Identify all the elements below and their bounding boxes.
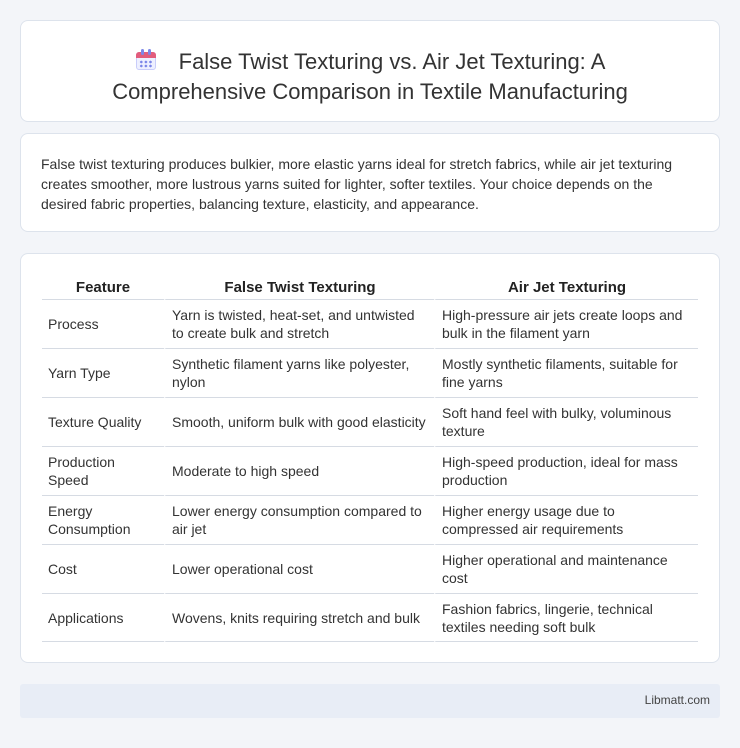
air-jet-cell: Higher energy usage due to compressed air requirements [434, 495, 698, 544]
false-twist-cell: Lower operational cost [164, 544, 434, 593]
false-twist-cell: Smooth, uniform bulk with good elasticity [164, 397, 434, 446]
title-line-1: False Twist Texturing vs. Air Jet Texturing: A [178, 49, 606, 74]
table-row [42, 397, 698, 446]
feature-cell: Process [42, 299, 164, 348]
false-twist-cell: Moderate to high speed [164, 446, 434, 495]
footer-site-link[interactable]: Libmatt.com [644, 693, 710, 707]
air-jet-cell: Mostly synthetic filaments, suitable for fine yarns [434, 348, 698, 397]
summary-text: False twist texturing produces bulkier, more elastic yarns ideal for stretch fabrics, while air jet texturing creates smoother, more lustrous yarns suited for lighter, softer textiles. Your choice depends on the desired fabric properties, balancing texture, elasticity, and appearance. [41, 156, 673, 212]
false-twist-cell: Wovens, knits requiring stretch and bulk [164, 593, 434, 642]
header-air-jet: Air Jet Texturing [434, 275, 698, 299]
table-row [42, 348, 698, 397]
air-jet-cell: Soft hand feel with bulky, voluminous texture [434, 397, 698, 446]
air-jet-cell: High-speed production, ideal for mass production [434, 446, 698, 495]
table-header-row [42, 275, 698, 299]
air-jet-cell: Higher operational and maintenance cost [434, 544, 698, 593]
summary-card [20, 133, 720, 232]
title-line-2: Comprehensive Comparison in Textile Manufacturing [112, 79, 628, 104]
false-twist-cell: Synthetic filament yarns like polyester, nylon [164, 348, 434, 397]
false-twist-cell: Yarn is twisted, heat-set, and untwisted to create bulk and stretch [164, 299, 434, 348]
air-jet-cell: High-pressure air jets create loops and bulk in the filament yarn [434, 299, 698, 348]
footer-bar [20, 684, 720, 718]
title-card [20, 20, 720, 122]
comparison-table [42, 275, 698, 642]
air-jet-cell: Fashion fabrics, lingerie, technical textiles needing soft bulk [434, 593, 698, 642]
table-row [42, 495, 698, 544]
table-row [42, 299, 698, 348]
feature-cell: Applications [42, 593, 164, 642]
table-row [42, 593, 698, 642]
calendar-icon [135, 49, 157, 71]
feature-cell: Production Speed [42, 446, 164, 495]
header-false-twist: False Twist Texturing [164, 275, 434, 299]
feature-cell: Yarn Type [42, 348, 164, 397]
feature-cell: Energy Consumption [42, 495, 164, 544]
table-row [42, 544, 698, 593]
feature-cell: Texture Quality [42, 397, 164, 446]
feature-cell: Cost [42, 544, 164, 593]
comparison-card [20, 253, 720, 663]
header-feature: Feature [75, 279, 131, 296]
table-row [42, 446, 698, 495]
false-twist-cell: Lower energy consumption compared to air jet [164, 495, 434, 544]
page-title [21, 47, 719, 107]
